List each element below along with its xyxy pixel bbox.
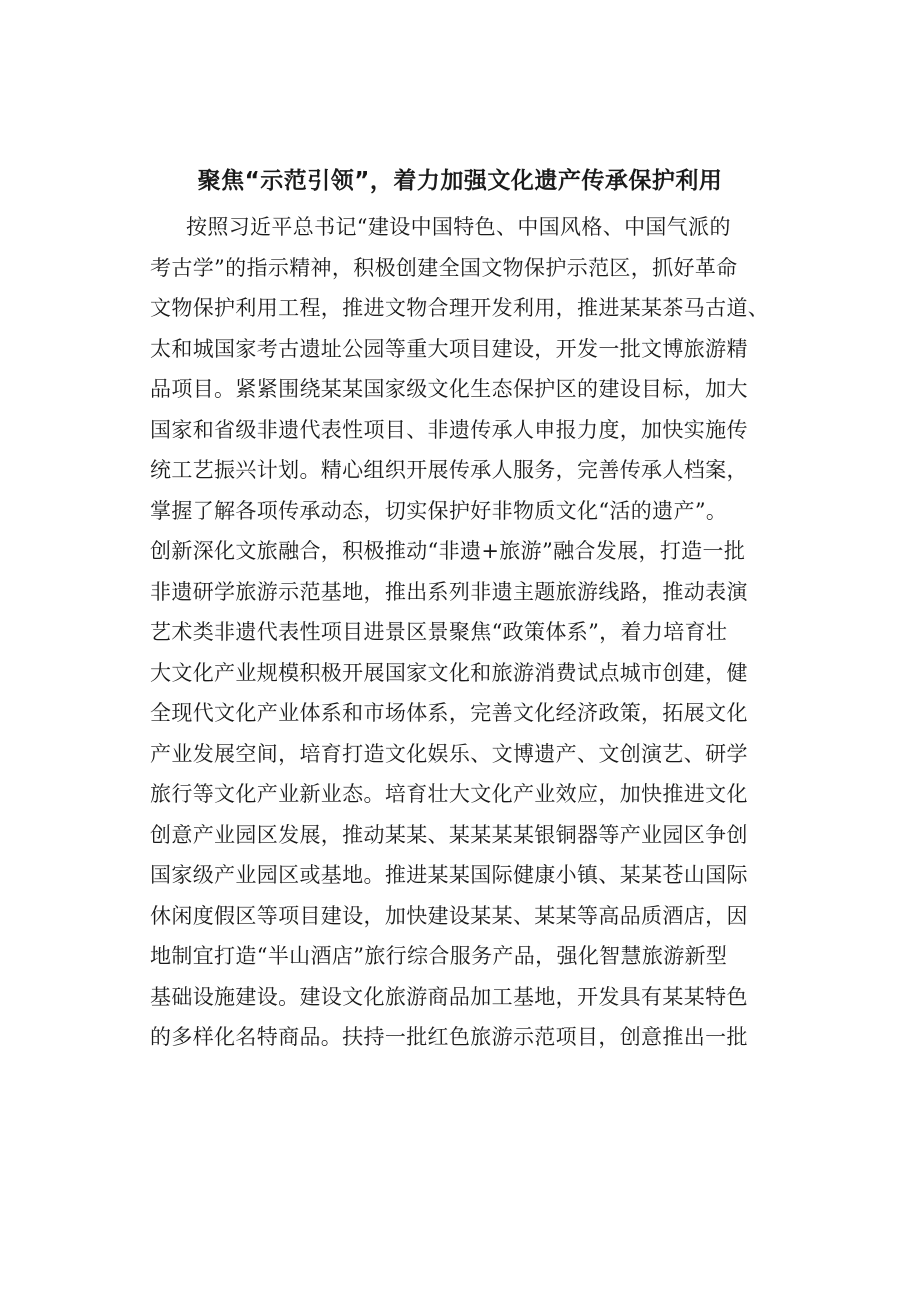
body-line: 休闲度假区等项目建设，加快建设某某、某某等高品质酒店，因 [150,903,748,928]
body-line: 考古学”的指示精神，积极创建全国文物保护示范区，抓好革命 [150,255,738,280]
body-line: 全现代文化产业体系和市场体系，完善文化经济政策，拓展文化 [150,701,748,725]
body-line: 品项目。紧紧围绕某某国家级文化生态保护区的建设目标，加大 [150,377,748,401]
body-line: 按照习近平总书记“建设中国特色、中国风格、中国气派的 [186,215,731,239]
body-line: 国家级产业园区或基地。推进某某国际健康小镇、某某苍山国际 [150,863,748,887]
document-title: 聚焦“示范引领”，着力加强文化遗产传承保护利用 [197,168,723,194]
body-line: 艺术类非遗代表性项目进景区景聚焦“政策体系”，着力培育壮 [150,620,728,644]
body-line: 创新深化文旅融合，积极推动“非遗+旅游”融合发展，打造一批 [150,539,746,563]
body-line: 旅行等文化产业新业态。培育壮大文化产业效应，加快推进文化 [150,782,748,806]
body-line: 统工艺振兴计划。精心组织开展传承人服务，完善传承人档案， [150,458,748,482]
body-line: 的多样化名特商品。扶持一批红色旅游示范项目，创意推出一批 [150,1025,748,1049]
body-line: 太和城国家考古遗址公园等重大项目建设，开发一批文博旅游精 [150,336,748,361]
body-line: 基础设施建设。建设文化旅游商品加工基地，开发具有某某特色 [150,984,748,1009]
body-line: 大文化产业规模积极开展国家文化和旅游消费试点城市创建，健 [150,660,748,685]
body-line: 产业发展空间，培育打造文化娱乐、文博遗产、文创演艺、研学 [150,741,748,766]
body-line: 国家和省级非遗代表性项目、非遗传承人申报力度，加快实施传 [150,417,748,442]
body-line: 文物保护利用工程，推进文物合理开发利用，推进某某茶马古道、 [150,296,770,320]
body-line: 创意产业园区发展，推动某某、某某某某银铜器等产业园区争创 [150,822,748,847]
document-body [150,212,830,1063]
body-line: 地制宜打造“半山酒店”旅行综合服务产品，强化智慧旅游新型 [150,944,728,968]
body-line: 非遗研学旅游示范基地，推出系列非遗主题旅游线路，推动表演 [150,579,748,604]
body-line: 掌握了解各项传承动态，切实保护好非物质文化“活的遗产”。 [150,498,728,523]
